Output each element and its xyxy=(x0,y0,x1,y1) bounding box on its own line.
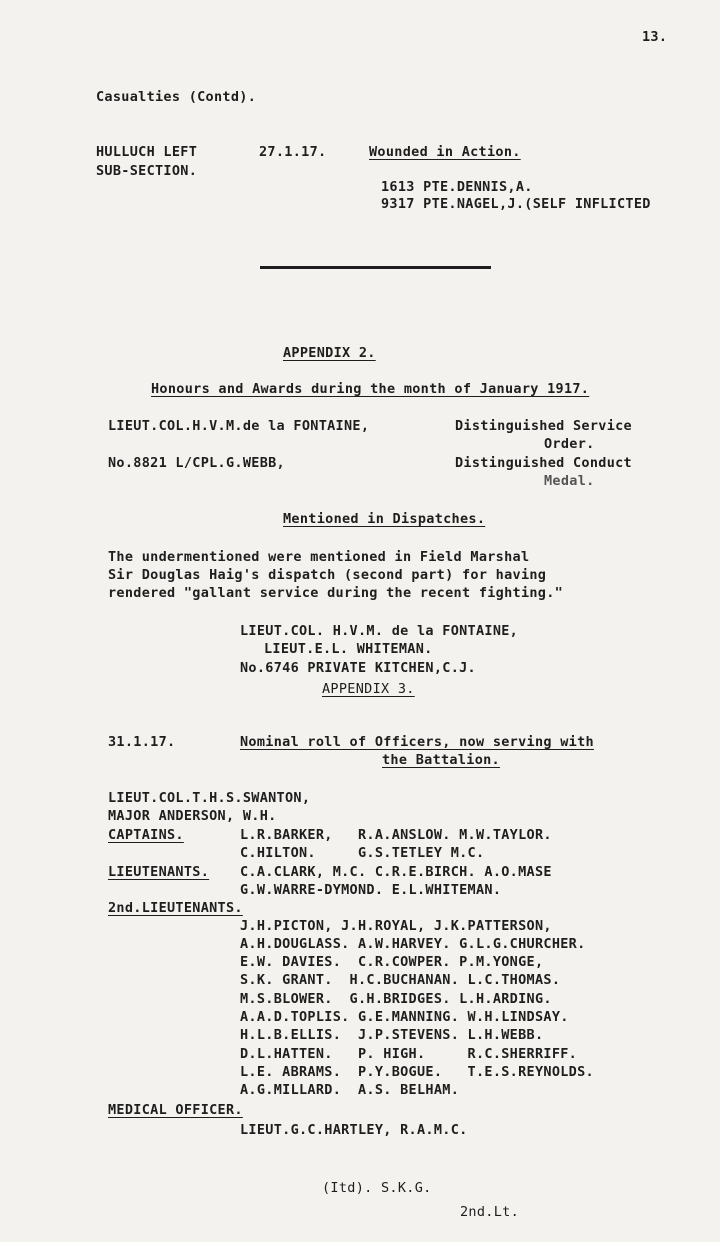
lieutenants-line-2: G.W.WARRE-DYMOND. E.L.WHITEMAN. xyxy=(240,882,502,898)
mentioned-name-2: LIEUT.E.L. WHITEMAN. xyxy=(264,641,433,657)
mentioned-name-3: No.6746 PRIVATE KITCHEN,C.J. xyxy=(240,660,476,676)
lieutenants-label: LIEUTENANTS. xyxy=(108,864,210,880)
signature-initials: (Itd). S.K.G. xyxy=(322,1180,432,1196)
second-lieutenants-line-9: L.E. ABRAMS. P.Y.BOGUE. T.E.S.REYNOLDS. xyxy=(240,1064,594,1080)
mentioned-text-1: The undermentioned were mentioned in Field Marshal xyxy=(108,549,530,565)
second-lieutenants-line-8: D.L.HATTEN. P. HIGH. R.C.SHERRIFF. xyxy=(240,1046,578,1062)
second-lieutenants-line-1: J.H.PICTON, J.H.ROYAL, J.K.PATTERSON, xyxy=(240,918,552,934)
award-1-line2: Order. xyxy=(544,436,595,452)
mentioned-text-2: Sir Douglas Haig's dispatch (second part) for having xyxy=(108,567,547,583)
roll-date: 31.1.17. xyxy=(108,734,176,750)
signature-rank: 2nd.Lt. xyxy=(460,1204,519,1220)
casualty-location-line1: HULLUCH LEFT xyxy=(96,144,198,160)
award-2-line2: Medal. xyxy=(544,473,595,489)
second-lieutenants-line-3: E.W. DAVIES. C.R.COWPER. P.M.YONGE, xyxy=(240,954,544,970)
mentioned-name-1: LIEUT.COL. H.V.M. de la FONTAINE, xyxy=(240,623,519,639)
second-lieutenants-line-7: H.L.B.ELLIS. J.P.STEVENS. L.H.WEBB. xyxy=(240,1027,544,1043)
casualty-category: Wounded in Action. xyxy=(369,144,521,160)
commander-1: LIEUT.COL.T.H.S.SWANTON, xyxy=(108,790,311,806)
roll-title-line2: the Battalion. xyxy=(382,752,500,768)
second-lieutenants-line-5: M.S.BLOWER. G.H.BRIDGES. L.H.ARDING. xyxy=(240,991,552,1007)
medical-officer: LIEUT.G.C.HARTLEY, R.A.M.C. xyxy=(240,1122,468,1138)
second-lieutenants-line-4: S.K. GRANT. H.C.BUCHANAN. L.C.THOMAS. xyxy=(240,972,561,988)
appendix2-title: APPENDIX 2. xyxy=(283,345,376,361)
captains-line-1: L.R.BARKER, R.A.ANSLOW. M.W.TAYLOR. xyxy=(240,827,552,843)
second-lieutenants-line-2: A.H.DOUGLASS. A.W.HARVEY. G.L.G.CHURCHER. xyxy=(240,936,586,952)
second-lieutenants-line-10: A.G.MILLARD. A.S. BELHAM. xyxy=(240,1082,460,1098)
captains-label: CAPTAINS. xyxy=(108,827,184,843)
captains-line-2: C.HILTON. G.S.TETLEY M.C. xyxy=(240,845,485,861)
second-lieutenants-label: 2nd.LIEUTENANTS. xyxy=(108,900,243,916)
casualties-heading: Casualties (Contd). xyxy=(96,89,257,105)
roll-title-line1: Nominal roll of Officers, now serving with xyxy=(240,734,594,750)
casualty-location-line2: SUB-SECTION. xyxy=(96,163,198,179)
appendix2-subtitle: Honours and Awards during the month of January 1917. xyxy=(151,381,590,397)
award-1-line1: Distinguished Service xyxy=(455,418,632,434)
medical-officer-label: MEDICAL OFFICER. xyxy=(108,1102,243,1118)
lieutenants-line-1: C.A.CLARK, M.C. C.R.E.BIRCH. A.O.MASE xyxy=(240,864,552,880)
award-2-line1: Distinguished Conduct xyxy=(455,455,632,471)
award-1-name: LIEUT.COL.H.V.M.de la FONTAINE, xyxy=(108,418,370,434)
casualty-entry-1: 1613 PTE.DENNIS,A. xyxy=(381,179,533,195)
second-lieutenants-line-6: A.A.D.TOPLIS. G.E.MANNING. W.H.LINDSAY. xyxy=(240,1009,569,1025)
mentioned-title: Mentioned in Dispatches. xyxy=(283,511,486,527)
award-2-name: No.8821 L/CPL.G.WEBB, xyxy=(108,455,285,471)
page-number: 13. xyxy=(642,29,668,45)
casualty-date: 27.1.17. xyxy=(259,144,327,160)
appendix3-title: APPENDIX 3. xyxy=(322,681,415,697)
casualty-entry-2: 9317 PTE.NAGEL,J.(SELF INFLICTED xyxy=(381,196,651,212)
commander-2: MAJOR ANDERSON, W.H. xyxy=(108,808,277,824)
section-divider xyxy=(260,266,491,269)
mentioned-text-3: rendered "gallant service during the recent fighting." xyxy=(108,585,564,601)
